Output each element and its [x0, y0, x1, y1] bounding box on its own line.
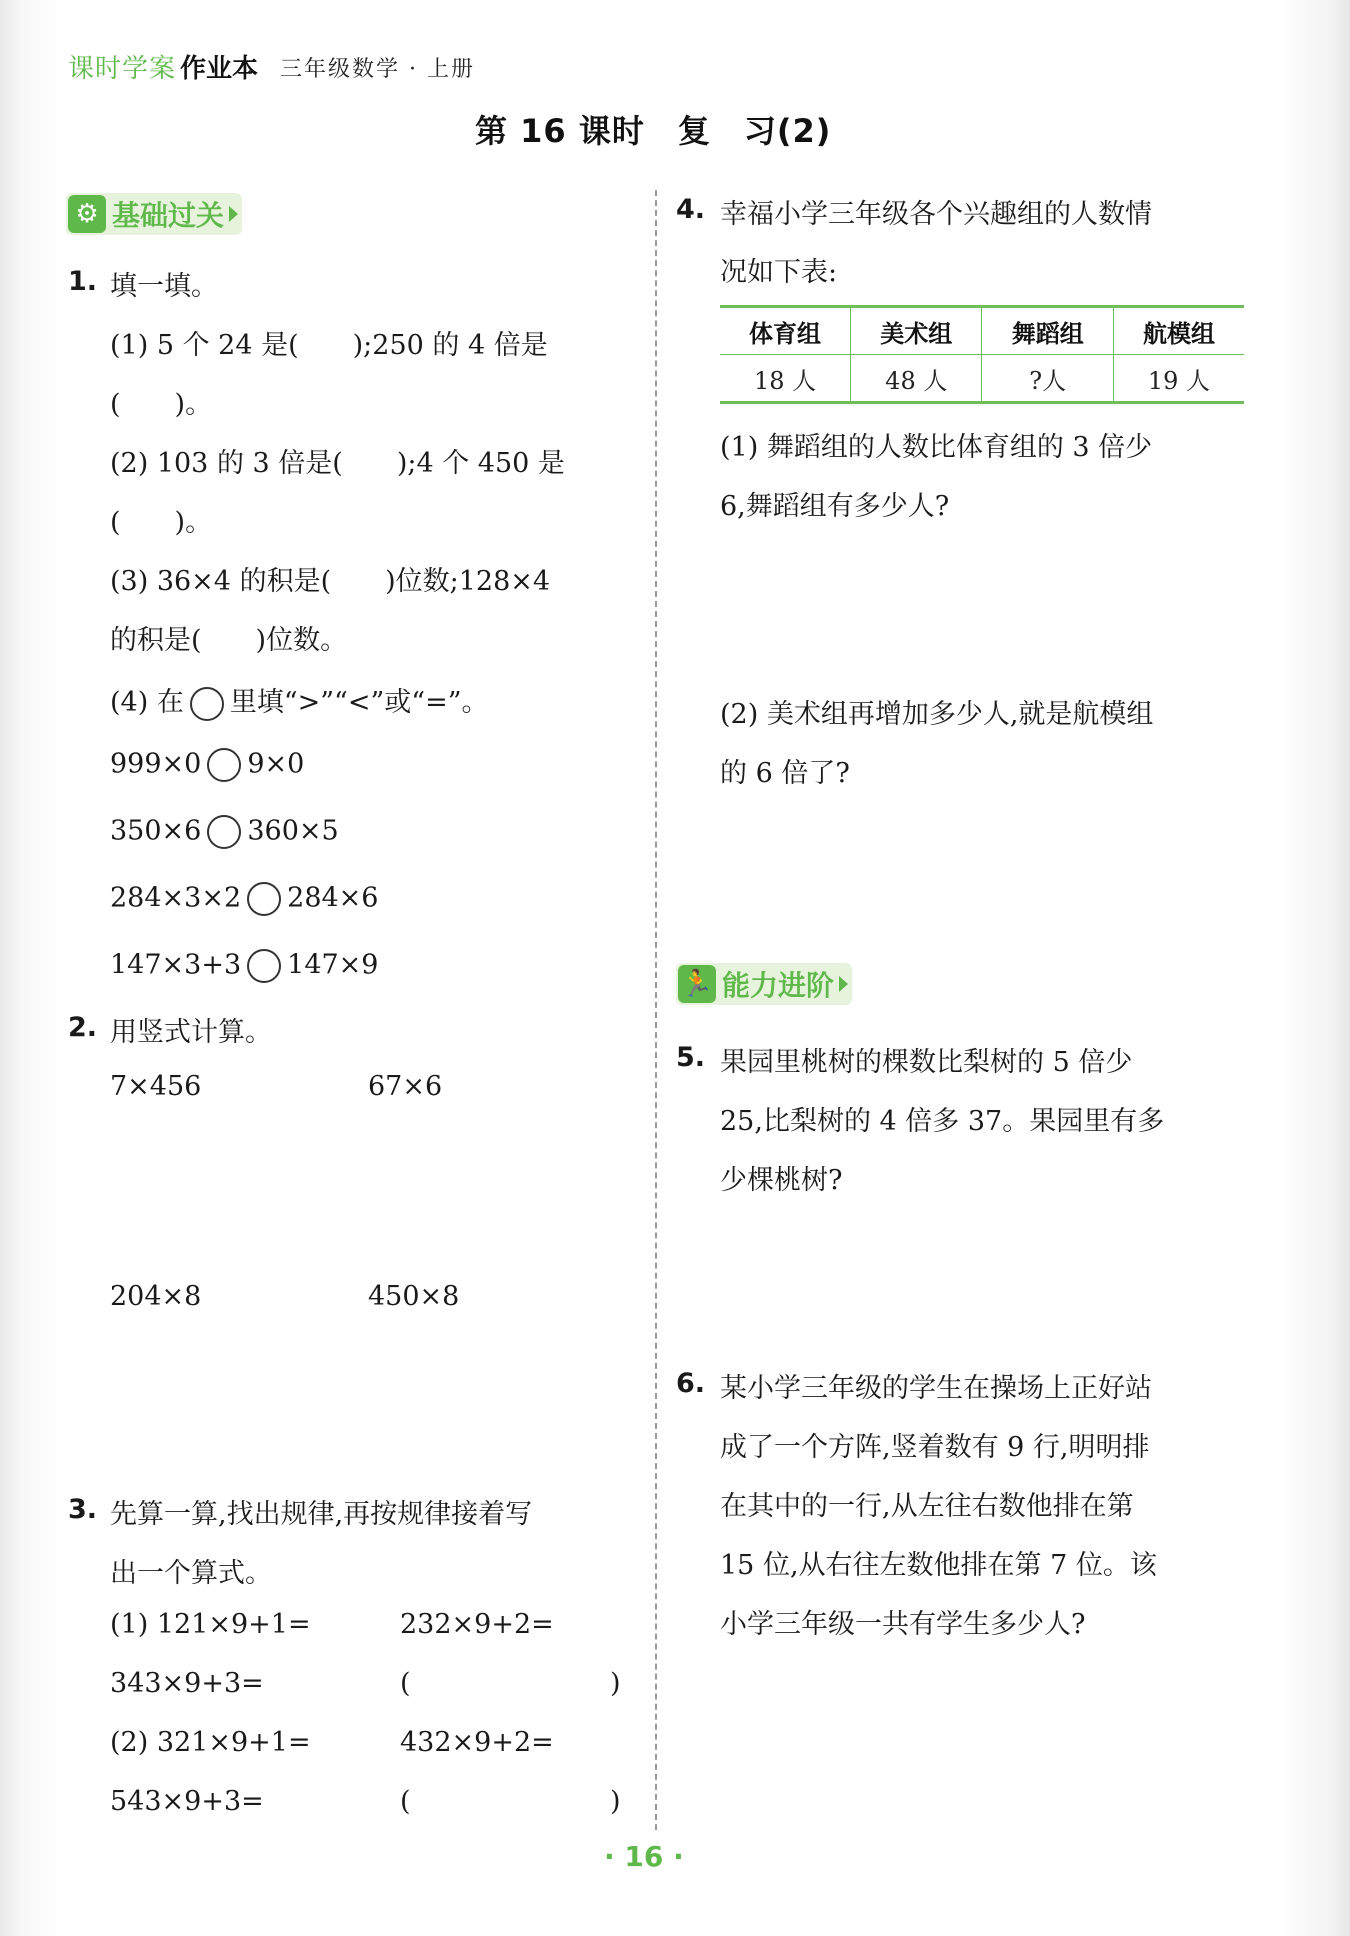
compare-row-3: [110, 882, 378, 916]
q2-stem: 用竖式计算。: [110, 1017, 272, 1048]
q1-line-3: (2) 103 的 3 倍是( );4 个 450 是: [110, 448, 565, 479]
table-cell: 18 人: [753, 366, 817, 395]
table-row: [720, 355, 1244, 403]
brand-bold-text: 作业本: [180, 54, 259, 84]
table-cell: ?人: [982, 355, 1113, 403]
compare-prefix: (4) 在: [110, 687, 184, 718]
table-header: 美术组: [851, 307, 982, 355]
running-person-icon: 🏃: [678, 965, 716, 1003]
q3-row-1a: (1) 121×9+1=: [110, 1609, 311, 1640]
q1-line-4: ( )。: [110, 507, 213, 538]
page-number-value: 16: [624, 1840, 664, 1873]
section-label-advanced: 能力进阶: [722, 969, 835, 1002]
page-number: [604, 1840, 684, 1873]
q2-item-1: 7×456: [110, 1071, 202, 1102]
compare-suffix: 里填“>”“<”或“=”。: [229, 687, 489, 718]
gear-icon: ⚙: [68, 195, 106, 233]
q3-row-4a: 543×9+3=: [110, 1786, 264, 1817]
compare-row-1: [110, 748, 304, 782]
compare-answer-circle[interactable]: [247, 882, 281, 916]
compare-answer-circle[interactable]: [247, 949, 281, 983]
arrow-right-icon: [229, 206, 238, 222]
q2-item-3: 204×8: [110, 1281, 202, 1312]
table-cell: 48 人: [851, 355, 982, 403]
compare-answer-circle[interactable]: [207, 815, 241, 849]
compare-right: 284×6: [287, 882, 379, 914]
q1-compare-instruction: [110, 680, 489, 721]
q5-number: 5.: [676, 1042, 706, 1073]
book-info: 三年级数学 · 上册: [280, 57, 475, 82]
q4-sub2-line-1: (2) 美术组再增加多少人,就是航模组: [720, 699, 1154, 730]
q3-row-2a: 343×9+3=: [110, 1668, 264, 1699]
compare-left: 284×3×2: [110, 882, 242, 914]
compare-right: 360×5: [247, 815, 339, 847]
q4-number: 4.: [676, 194, 706, 225]
compare-answer-circle[interactable]: [207, 748, 241, 782]
compare-row-4: [110, 949, 378, 983]
q3-answer-open: (: [400, 1668, 411, 1699]
q6-line-1: 某小学三年级的学生在操场上正好站: [720, 1373, 1152, 1404]
brand-green-text: 课时学案: [68, 54, 177, 84]
q5-line-2: 25,比梨树的 4 倍多 37。果园里有多: [720, 1106, 1165, 1137]
compare-right: 147×9: [287, 949, 379, 981]
q1-number: 1.: [68, 266, 98, 297]
q2-item-4: 450×8: [368, 1281, 460, 1312]
interest-group-table: [720, 305, 1244, 404]
q1-line-6: 的积是( )位数。: [110, 625, 348, 656]
compare-row-2: [110, 815, 339, 849]
q3-row-3b: 432×9+2=: [400, 1727, 554, 1758]
q4-stem-1: 幸福小学三年级各个兴趣组的人数情: [720, 199, 1152, 230]
q2-item-2: 67×6: [368, 1071, 443, 1102]
q6-number: 6.: [676, 1368, 706, 1399]
compare-left: 147×3+3: [110, 949, 242, 981]
q3-answer-close: ): [610, 1668, 621, 1699]
q3-row-3a: (2) 321×9+1=: [110, 1727, 311, 1758]
q1-line-5: (3) 36×4 的积是( )位数;128×4: [110, 566, 551, 597]
table-header-row: [720, 307, 1244, 355]
table-cell: 19 人: [1113, 355, 1244, 403]
table-header: 航模组: [1113, 307, 1244, 355]
q3-answer-close: ): [610, 1786, 621, 1817]
compare-left: 999×0: [110, 748, 202, 780]
compare-right: 9×0: [247, 748, 305, 780]
q5-line-3: 少棵桃树?: [720, 1165, 843, 1196]
circle-blank-icon: [190, 687, 224, 721]
q4-sub1-line-1: (1) 舞蹈组的人数比体育组的 3 倍少: [720, 432, 1153, 463]
q6-line-5: 小学三年级一共有学生多少人?: [720, 1609, 1086, 1640]
section-badge-basic: [66, 193, 242, 235]
table-header: 舞蹈组: [982, 307, 1113, 355]
q1-stem: 填一填。: [110, 271, 218, 302]
q4-sub1-line-2: 6,舞蹈组有多少人?: [720, 491, 950, 522]
q3-stem-2: 出一个算式。: [110, 1558, 272, 1589]
page-title: 第 16 课时 复 习(2): [475, 112, 832, 150]
q3-number: 3.: [68, 1494, 98, 1525]
q3-answer-open: (: [400, 1786, 411, 1817]
q3-row-1b: 232×9+2=: [400, 1609, 554, 1640]
arrow-right-icon: [839, 976, 848, 992]
q1-line-2: ( )。: [110, 389, 213, 420]
q2-number: 2.: [68, 1012, 98, 1043]
q1-line-1: (1) 5 个 24 是( );250 的 4 倍是: [110, 330, 548, 361]
column-divider: [655, 190, 657, 1830]
section-badge-advanced: [676, 963, 852, 1005]
q4-sub2-line-2: 的 6 倍了?: [720, 758, 850, 789]
q5-line-1: 果园里桃树的棵数比梨树的 5 倍少: [720, 1047, 1133, 1078]
q4-stem-2: 况如下表:: [720, 257, 838, 288]
table-header: 体育组: [720, 307, 851, 355]
dot-right-icon: ·: [663, 1840, 684, 1873]
q3-stem-1: 先算一算,找出规律,再按规律接着写: [110, 1499, 533, 1530]
q6-line-3: 在其中的一行,从左往右数他排在第: [720, 1491, 1134, 1522]
q6-line-4: 15 位,从右往左数他排在第 7 位。该: [720, 1550, 1157, 1581]
dot-left-icon: ·: [604, 1840, 625, 1873]
q6-line-2: 成了一个方阵,竖着数有 9 行,明明排: [720, 1432, 1150, 1463]
compare-left: 350×6: [110, 815, 202, 847]
section-label-basic: 基础过关: [112, 199, 225, 232]
